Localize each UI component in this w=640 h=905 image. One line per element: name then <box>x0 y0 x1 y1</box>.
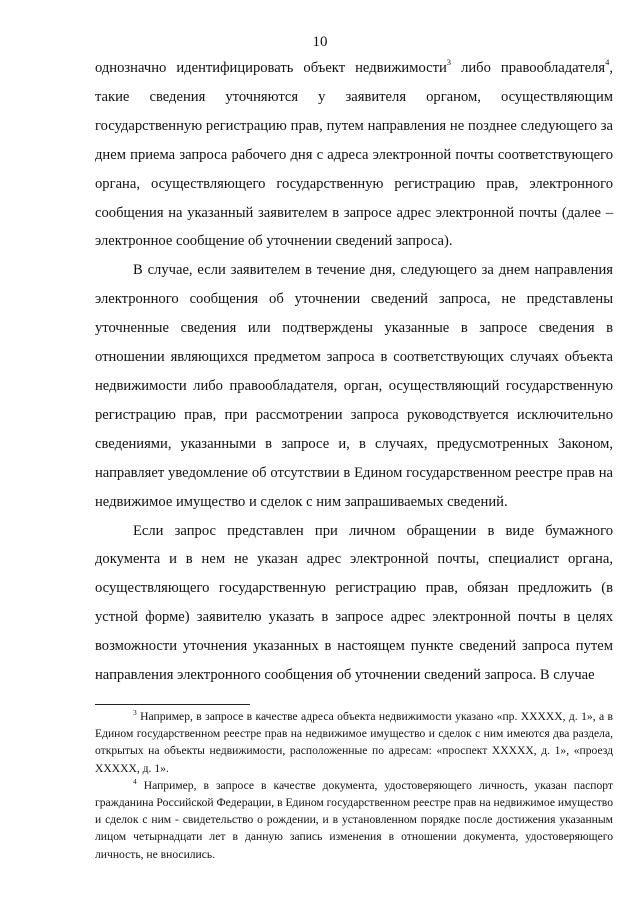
paragraph-2: В случае, если заявителем в течение дня, следующего за днем направления электронного сообщения об уточнении сведений запроса, не представлены уточненные сведения или подтверждены указанные в запросе сведения в отношении являющихся предметом запроса в соответствующих случаях объекта недвижимости либо правообладателя, орган, осуществляющий государственную регистрацию прав, при рассмотрении запроса руководствуется исключительно сведениями, указанными в запросе и, в случаях, предусмотренных Законом, направляет уведомление об отсутствии в Едином государственном реестре прав на недвижимое имущество и сделок с ним запрашиваемых сведений. <box>95 262 613 510</box>
page-number: 10 <box>312 34 328 50</box>
paragraph-1 <box>95 54 613 256</box>
footnote-separator <box>95 704 250 705</box>
footnote-4-text: Например, в запросе в качестве документа, удостоверяющего личность, указан паспорт гражданина Российской Федерации, в Едином государственном реестре прав на недвижимое имущество и сделок с ним - свидетельство о рождении, и в установленном порядке после достижения указанным лицом четырнадцати лет в данную запись изменения в отношении документа, удостоверяющего личность, не вносились. <box>95 778 613 861</box>
footnote-3 <box>95 708 613 777</box>
footnote-4 <box>95 777 613 863</box>
footnote-4-marker: 4 <box>133 776 137 786</box>
main-text <box>95 54 613 690</box>
paragraph-1-middle: либо правообладателя <box>451 60 606 76</box>
paragraph-3: Если запрос представлен при личном обращении в виде бумажного документа и в нем не указан адрес электронной почты, специалист органа, осуществляющего государственную регистрацию прав, обязан предложить (в устной форме) заявителю указать в запросе адрес электронной почты в целях возможности уточнения указанных в настоящем пункте сведений запроса путем направления электронного сообщения об уточнении сведений запроса. В случае <box>95 522 613 684</box>
footnote-ref-4: 4 <box>605 57 610 67</box>
footnote-3-marker: 3 <box>133 708 137 717</box>
footnote-ref-3: 3 <box>446 57 452 67</box>
paragraph-1-end: , такие сведения уточняются у заявителя органом, осуществляющим государственную регистрацию прав, путем направления не позднее следующего за днем приема запроса рабочего дня с адреса электронной почты соответствующего органа, осуществляющего государственную регистрацию прав, электронного сообщения на указанный заявителем в запросе адрес электронной почты (далее – электронное сообщение об уточнении сведений запроса). <box>95 60 614 250</box>
footnote-3-text: Например, в запросе в качестве адреса объекта недвижимости указано «пр. ХХХХХ, д. 1», а в Едином государственном реестре прав на недвижимое имущество и сделок с ним имеются два раздела, открытых на объекты недвижимости, расположенные по адресам: «проспект ХХХХХ, д. 1», «проезд ХХХХХ, д. 1». <box>95 710 613 775</box>
footnotes <box>95 708 613 863</box>
paragraph-1-start: однозначно идентифицировать объект недвижимости <box>95 60 447 76</box>
